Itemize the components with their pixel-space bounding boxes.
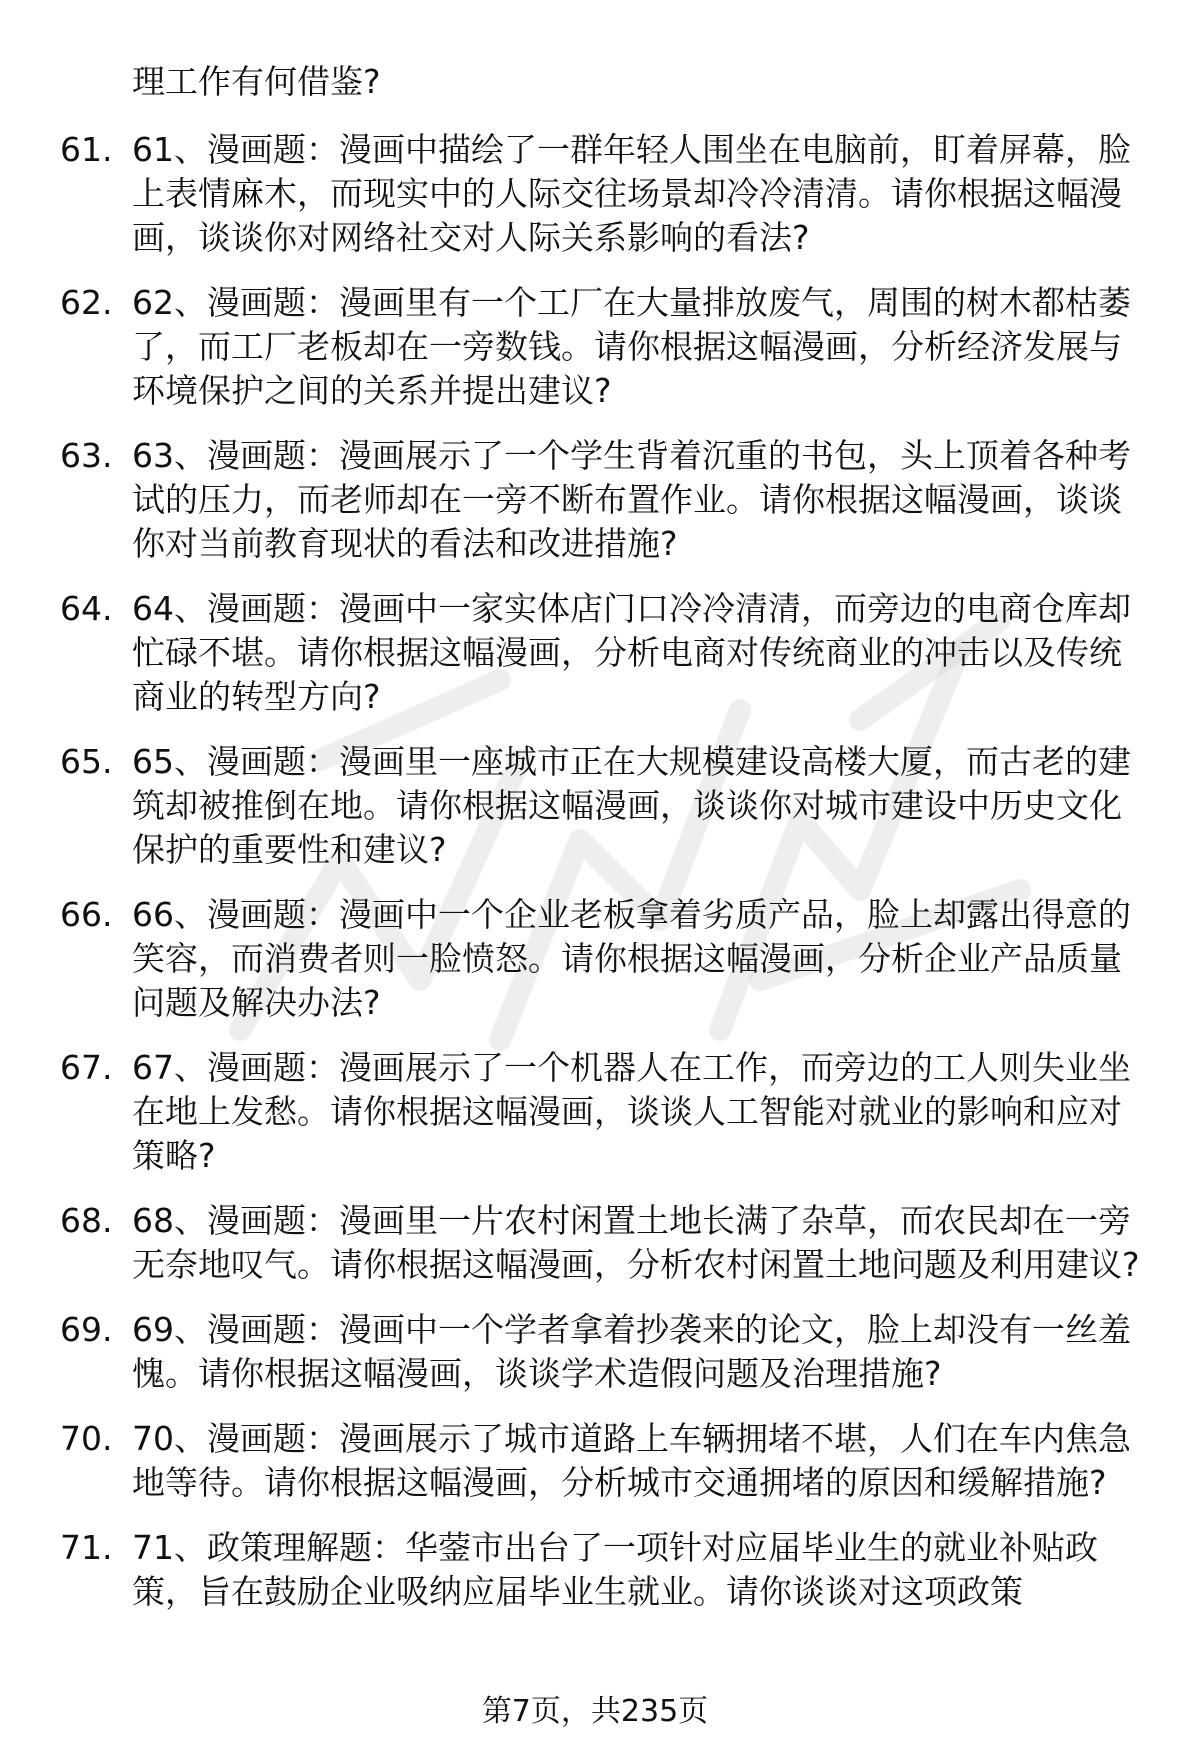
page-footer: [0, 1692, 1190, 1732]
question-item-68: [60, 1199, 1150, 1287]
question-text: 63、漫画题：漫画展示了一个学生背着沉重的书包，头上顶着各种考试的压力，而老师却在一旁不断布置作业。请你根据这幅漫画，谈谈你对当前教育现状的看法和改进措施?: [132, 436, 1131, 563]
question-item-61: [60, 128, 1150, 260]
question-number: 63.: [60, 436, 113, 475]
question-text: 66、漫画题：漫画中一个企业老板拿着劣质产品，脸上却露出得意的笑容，而消费者则一脸愤怒。请你根据这幅漫画，分析企业产品质量问题及解决办法?: [132, 895, 1131, 1022]
question-text: 61、漫画题：漫画中描绘了一群年轻人围坐在电脑前，盯着屏幕，脸上表情麻木，而现实中的人际交往场景却冷冷清清。请你根据这幅漫画，谈谈你对网络社交对人际关系影响的看法?: [132, 130, 1131, 257]
question-item-65: [60, 740, 1150, 872]
question-text: 62、漫画题：漫画里有一个工厂在大量排放废气，周围的树木都枯萎了，而工厂老板却在一旁数钱。请你根据这幅漫画，分析经济发展与环境保护之间的关系并提出建议?: [132, 283, 1131, 410]
question-number: 71.: [60, 1528, 113, 1567]
question-number: 67.: [60, 1048, 113, 1087]
question-text: 64、漫画题：漫画中一家实体店门口冷冷清清，而旁边的电商仓库却忙碌不堪。请你根据这幅漫画，分析电商对传统商业的冲击以及传统商业的转型方向?: [132, 589, 1131, 716]
question-number: 65.: [60, 742, 113, 781]
question-text: 71、政策理解题：华蓥市出台了一项针对应届毕业生的就业补贴政策，旨在鼓励企业吸纳应届毕业生就业。请你谈谈对这项政策: [132, 1528, 1098, 1611]
question-number: 62.: [60, 283, 113, 322]
question-text: 68、漫画题：漫画里一片农村闲置土地长满了杂草，而农民却在一旁无奈地叹气。请你根据这幅漫画，分析农村闲置土地问题及利用建议?: [132, 1201, 1140, 1284]
question-item-69: [60, 1308, 1150, 1396]
question-number: 68.: [60, 1201, 113, 1240]
question-text: 67、漫画题：漫画展示了一个机器人在工作，而旁边的工人则失业坐在地上发愁。请你根据这幅漫画，谈谈人工智能对就业的影响和应对策略?: [132, 1048, 1131, 1175]
question-number: 69.: [60, 1310, 113, 1349]
question-text: 69、漫画题：漫画中一个学者拿着抄袭来的论文，脸上却没有一丝羞愧。请你根据这幅漫画，谈谈学术造假问题及治理措施?: [132, 1310, 1131, 1393]
question-item-70: [60, 1417, 1150, 1505]
question-item-64: [60, 587, 1150, 719]
question-number: 70.: [60, 1419, 113, 1458]
question-number: 66.: [60, 895, 113, 934]
question-text: 70、漫画题：漫画展示了城市道路上车辆拥堵不堪，人们在车内焦急地等待。请你根据这幅漫画，分析城市交通拥堵的原因和缓解措施?: [132, 1419, 1131, 1502]
page-number-label: 第7页，共235页: [481, 1694, 709, 1729]
continued-question-text: 理工作有何借鉴?: [132, 62, 381, 101]
question-list-section: [60, 60, 1150, 1635]
question-number: 61.: [60, 130, 113, 169]
question-item-71: [60, 1526, 1150, 1614]
question-number: 64.: [60, 589, 113, 628]
question-item-67: [60, 1046, 1150, 1178]
question-text: 65、漫画题：漫画里一座城市正在大规模建设高楼大厦，而古老的建筑却被推倒在地。请你根据这幅漫画，谈谈你对城市建设中历史文化保护的重要性和建议?: [132, 742, 1131, 869]
question-item-62: [60, 281, 1150, 413]
question-item-66: [60, 893, 1150, 1025]
question-list: [60, 128, 1150, 1614]
question-item-63: [60, 434, 1150, 566]
